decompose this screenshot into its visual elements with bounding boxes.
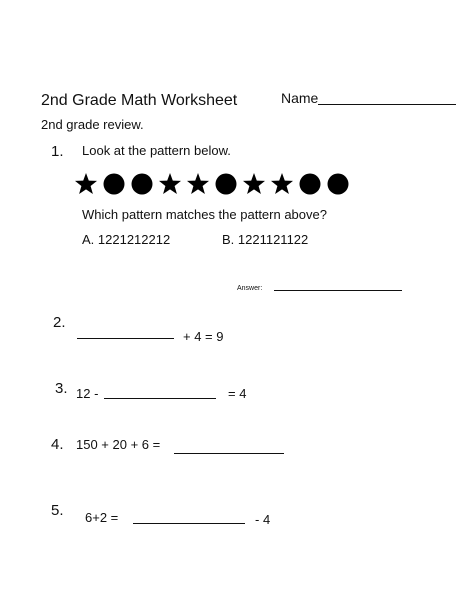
worksheet-subtitle: 2nd grade review.	[41, 117, 144, 132]
circle-icon	[130, 172, 154, 196]
question-2-equation: + 4 = 9	[183, 329, 224, 344]
question-2-blank[interactable]	[77, 338, 174, 339]
answer-blank[interactable]	[274, 290, 402, 291]
question-3-left: 12 -	[76, 386, 99, 401]
circle-icon	[298, 172, 322, 196]
question-1-prompt: Look at the pattern below.	[82, 143, 231, 158]
star-icon	[186, 172, 210, 196]
question-3-right: = 4	[228, 386, 247, 401]
question-5-blank[interactable]	[133, 523, 245, 524]
answer-label: Answer:	[237, 285, 263, 292]
question-5-left: 6+2 =	[85, 510, 119, 525]
question-4-blank[interactable]	[174, 453, 284, 454]
question-5-number: 5.	[51, 502, 64, 519]
name-label: Name	[281, 90, 319, 106]
circle-icon	[102, 172, 126, 196]
star-icon	[242, 172, 266, 196]
star-icon	[270, 172, 294, 196]
worksheet-title: 2nd Grade Math Worksheet	[41, 92, 238, 109]
question-4-number: 4.	[51, 436, 64, 453]
circle-icon	[214, 172, 238, 196]
option-a: A. 1221212212	[82, 232, 171, 247]
star-icon	[74, 172, 98, 196]
shape-pattern	[74, 172, 350, 196]
name-field-line[interactable]	[318, 104, 456, 105]
question-5-right: - 4	[255, 512, 271, 527]
circle-icon	[326, 172, 350, 196]
question-3-blank[interactable]	[104, 398, 216, 399]
question-1-follow-up: Which pattern matches the pattern above?	[82, 207, 327, 222]
question-4-left: 150 + 20 + 6 =	[76, 437, 161, 452]
question-3-number: 3.	[55, 380, 68, 397]
star-icon	[158, 172, 182, 196]
question-1-number: 1.	[51, 143, 64, 160]
question-2-number: 2.	[53, 314, 66, 331]
option-b: B. 1221121122	[222, 232, 309, 247]
